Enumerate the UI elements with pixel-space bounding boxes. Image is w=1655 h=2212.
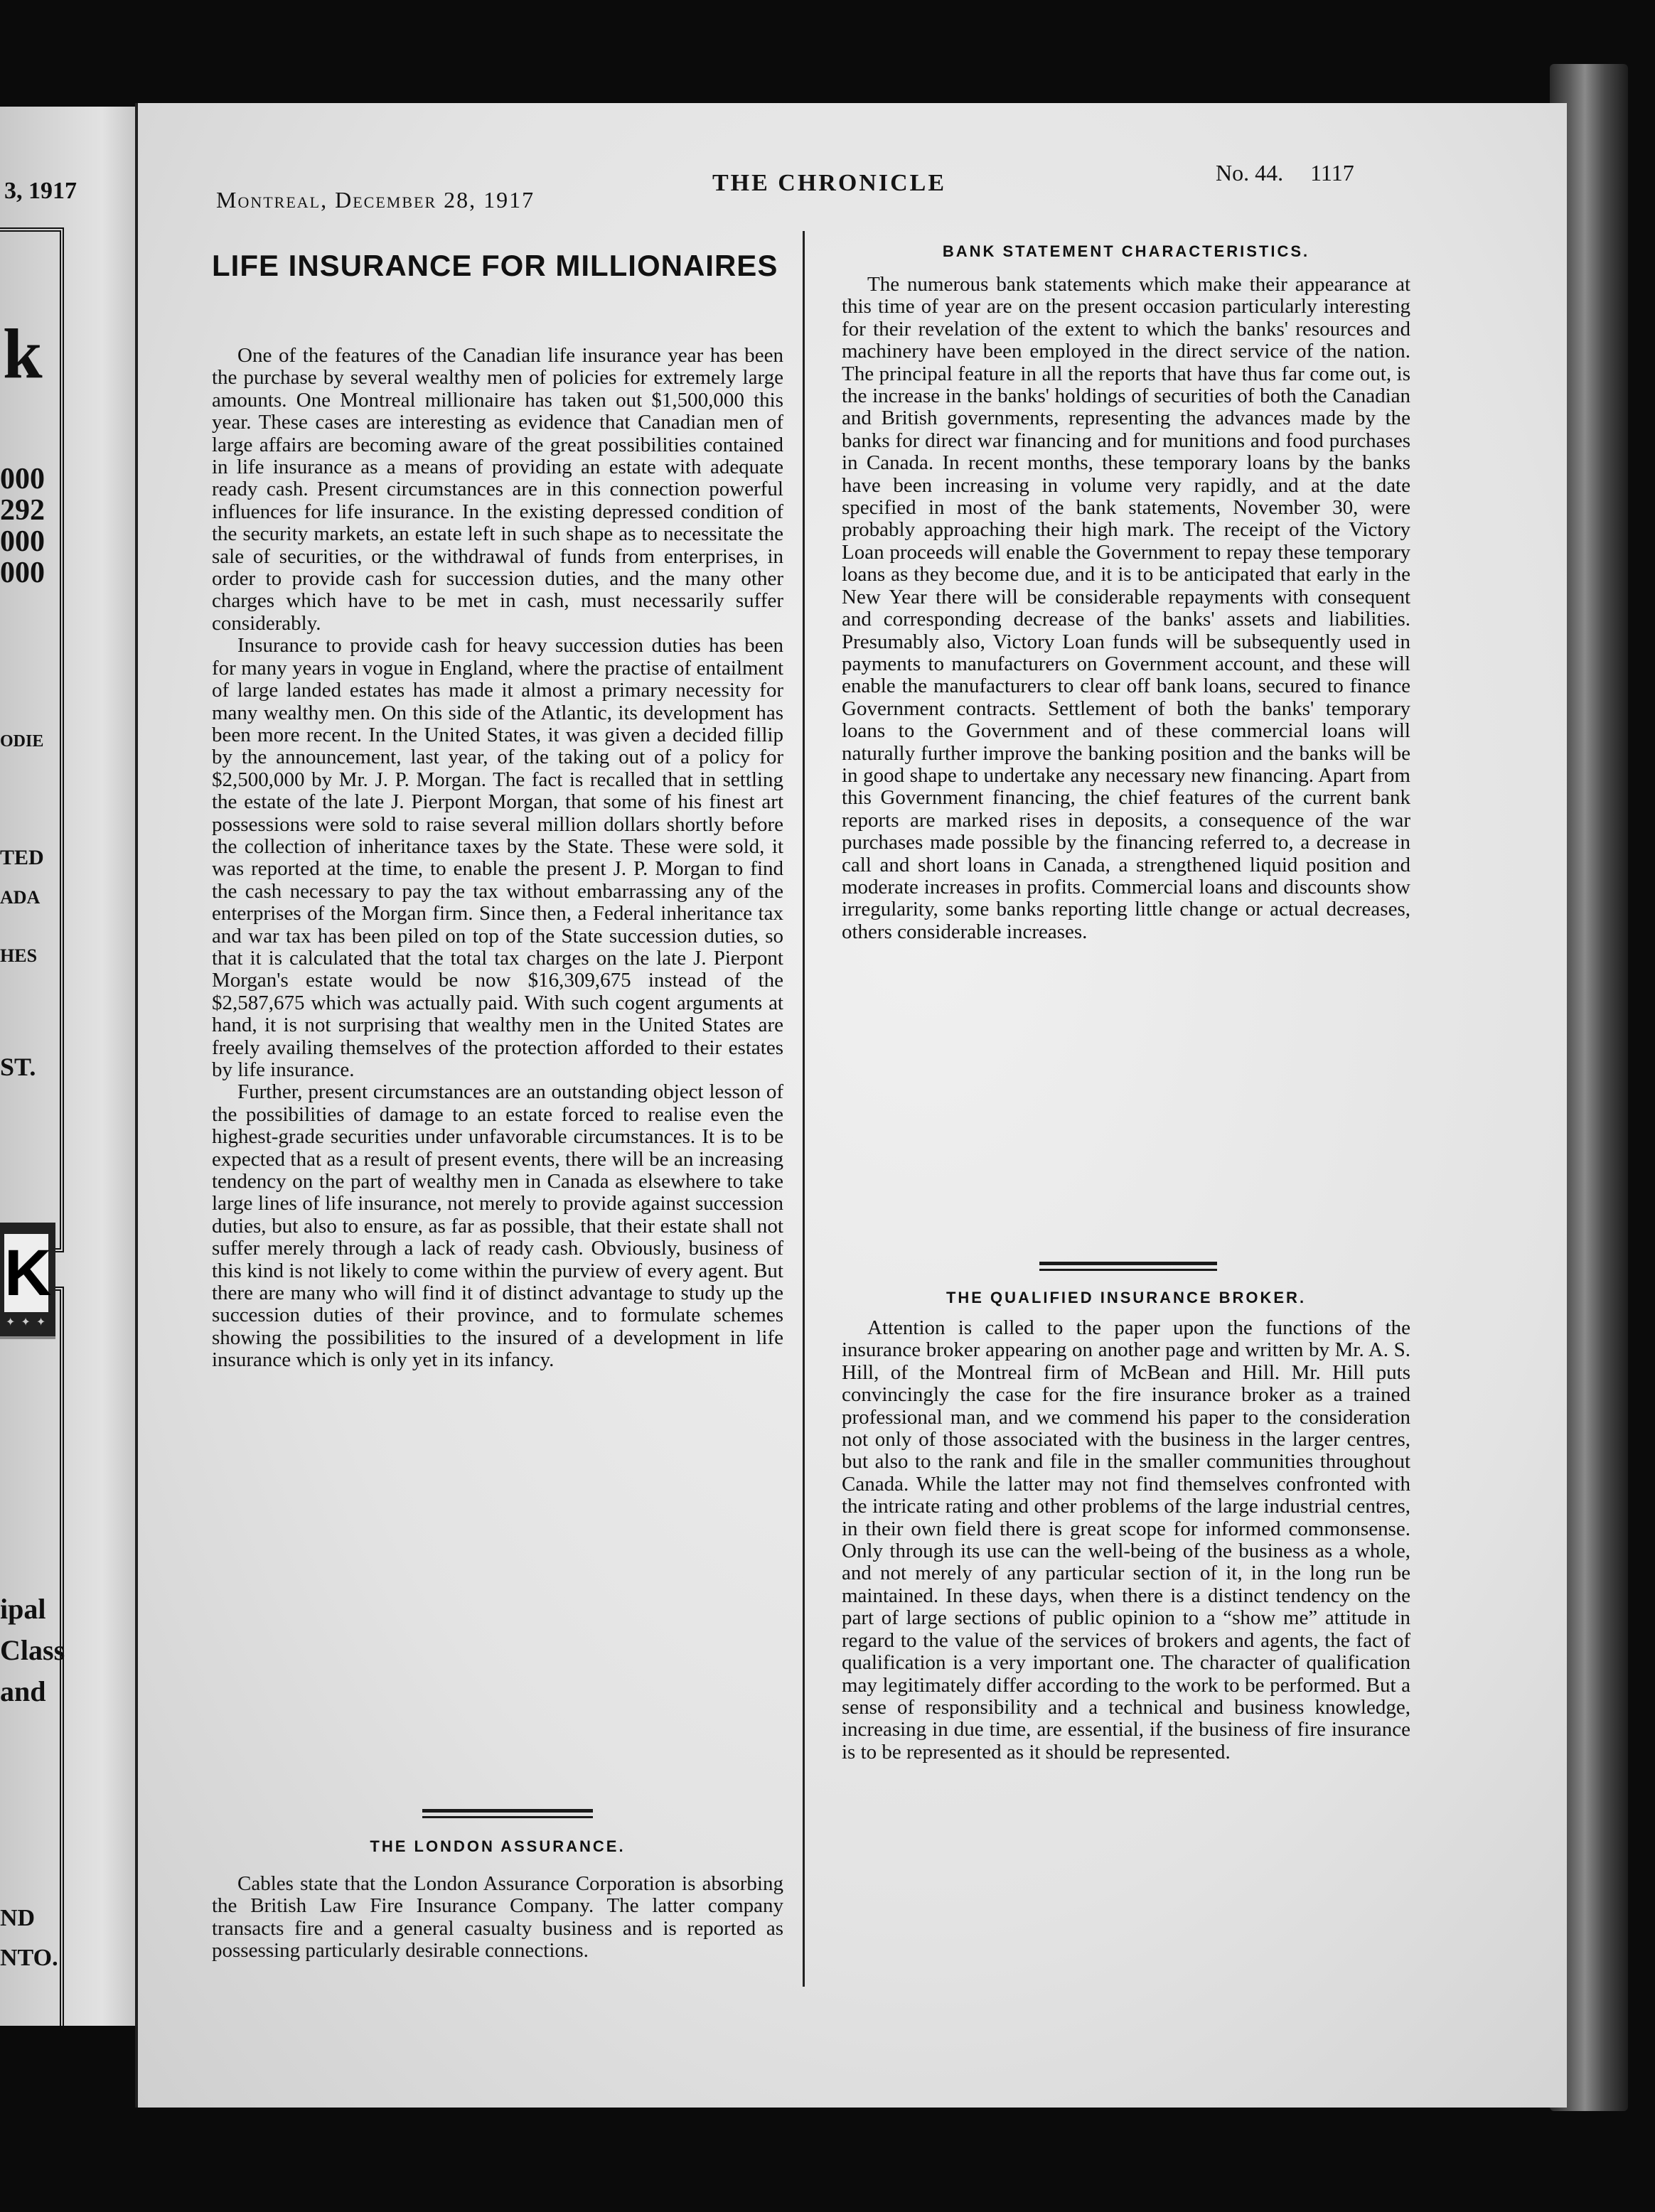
article-paragraph: Insurance to provide cash for heavy succession duties has been for many years in vogue in England, where the practise of entailment of large landed estates has made it almost a primary necessity for many wealthy men. On this side of the Atlantic, its development has been more recent. In the United States, it was given a decided fillip by the announcement, last year, of the taking out of a policy for $2,500,000 by Mr. J. P. Morgan. The fact is recalled that in settling the estate of the late J. Pierpont Morgan, that some of his finest art possessions were sold to raise several million dollars shortly before the collection of inheritance taxes by the State. These were sold, it was reported at the time, to enable the present J. P. Morgan to find the cash necessary to pay the tax without embarrassing any of the enterprises of the Morgan firm. Since then, a Federal inheritance tax and war tax has been piled on top of the State succession duties, so that it is calculated that the total tax charges on the late J. Pierpont Morgan's estate would be now $16,309,675 instead of the $2,587,675 which was actually paid. With such cogent arguments at hand, it is not surprising that wealthy men in the United States are freely availing themselves of the protection afforded to their estates by life insurance. (212, 634, 783, 1081)
newspaper-page (135, 103, 1567, 2108)
article-title-london-assurance: THE LONDON ASSURANCE. (370, 1837, 626, 1855)
column-right (842, 274, 1410, 943)
adjacent-fragment: ADA (0, 887, 41, 908)
article-title-bank-statement: BANK STATEMENT CHARACTERISTICS. (942, 242, 1310, 260)
column-right-bottom (842, 1317, 1410, 1763)
adjacent-fragment: 292 (0, 494, 45, 527)
adjacent-fragment: ipal (0, 1593, 46, 1625)
column-divider (803, 231, 805, 1987)
article-title-life-insurance: LIFE INSURANCE FOR MILLIONAIRES (212, 249, 778, 282)
adjacent-fragment: ST. (0, 1053, 36, 1081)
article-paragraph: The numerous bank statements which make their appearance at this time of year are on the present occasion particularly interesting for their revelation of the extent to which the banks' resources and machinery have been employed in the direct service of the nation. The principal feature in all the reports that have thus far come out, is the increase in the banks' holdings of securities of both the Canadian and British governments, representing the advances made by the banks for direct war financing and for munitions and food purchases in Canada. In recent months, these temporary loans by the banks have been increasing in volume very rapidly, and at the date specified in most of the bank statements, November 30, were probably approaching their high mark. The receipt of the Victory Loan proceeds will enable the Government to repay these temporary loans as they become due, and it is to be anticipated that early in the New Year there will be considerable repayments with consequent and corresponding decrease of the banks' assets and liabilities. Presumably also, Victory Loan funds will be subsequently used in payments to manufacturers on Government account, and these will enable the manufacturers to clear off bank loans, secured to finance Government contracts. Settlement of both the banks' temporary loans to the Government and of these commercial loans will naturally further improve the banking position and the banks will be in good shape to undertake any necessary new financing. Apart from this Government financing, the chief features of the current bank reports are marked rises in deposits, a consequence of the war purchases made possible by the financing referred to, a decrease in call and short loans in Canada, a strengthened liquid position and moderate increases in profits. Commercial loans and discounts show irregularity, some banks reporting little change or actual decreases, others considerable increases. (842, 273, 1410, 943)
adjacent-fragment: 000 (0, 557, 45, 589)
adjacent-fragment: ND (0, 1905, 36, 1931)
adjacent-fragment: TED (0, 846, 44, 869)
article-paragraph: Further, present circumstances are an outstanding object lesson of the possibilities of damage to an estate forced to realise even the highest-grade securities under unfavorable circumstances. It is to be expected that as a result of present events, there will be an increasing tendency on the part of wealthy men in Canada as elsewhere to take large lines of life insurance, not merely to provide against succession duties, but also to ensure, as far as possible, that their estate shall not suffer merely through a lack of ready cash. Obviously, business of this kind is not likely to come within the purview of every agent. But there are many who will find it of distinct advantage to study up the succession duties of their province, and to formulate schemes showing the possibilities to the insured of a development in life insurance which is only yet in its infancy. (212, 1080, 783, 1372)
adjacent-fragment: k (3, 314, 43, 393)
article-paragraph: Attention is called to the paper upon the functions of the insurance broker appearing on another page and written by Mr. A. S. Hill, of the Montreal firm of McBean and Hill. Mr. Hill puts convincingly the case for the fire insurance broker as a trained professional man, and we commend his paper to the consideration not only of those associated with the business in the larger centres, but also to the rank and file in the smaller communities throughout Canada. While the latter may not find themselves confronted with the intricate rating and other problems of the large industrial centres, in their own field there is great scope for informed commonsense. Only through its use can the well-being of the business as a whole, and not merely of any particular section of it, in the long run be maintained. In these days, when there is a distinct tendency on the part of large sections of public opinion to a “show me” attitude in regard to the value of the services of brokers and agents, the fact of qualification is a very important one. The character of qualification may legitimately differ according to the work to be performed. But a sense of responsibility and a technical and business knowledge, increasing in due time, are essential, if the business of fire insurance is to be represented as it should be represented. (842, 1316, 1410, 1763)
article-title-insurance-broker: THE QUALIFIED INSURANCE BROKER. (946, 1289, 1307, 1306)
column-left (212, 345, 783, 1372)
star-icon: ✦ ✦ ✦ (6, 1316, 48, 1328)
adjacent-logo-banner (0, 1223, 55, 1339)
adjacent-fragment: HES (0, 945, 38, 966)
adjacent-fragment: NTO. (0, 1945, 58, 1971)
adjacent-fragment: 000 (0, 525, 45, 558)
adjacent-fragment: Class (0, 1634, 65, 1666)
header-issue (1216, 160, 1354, 186)
article-paragraph: One of the features of the Canadian life insurance year has been the purchase by several wealthy men of policies for extremely large amounts. One Montreal millionaire has taken out $1,500,000 this year. These cases are interesting as evidence that Canadian men of large affairs are becoming aware of the great possibilities contained in life insurance as a means of providing an estate with adequate ready cash. Present circumstances are in this connection powerful influences for life insurance. In the existing depressed condition of the security markets, an estate left in such shape as to necessitate the sale of securities, or the withdrawal of funds from enterprises, in order to provide cash for succession duties, and the many other charges which have to be met in cash, must necessarily suffer considerably. (212, 344, 783, 635)
section-rule (422, 1809, 593, 1818)
section-rule (1039, 1262, 1217, 1271)
header-date: Montreal, December 28, 1917 (216, 187, 535, 213)
column-left-bottom (212, 1873, 783, 1963)
adjacent-fragment: 000 (0, 463, 45, 495)
issue-number: No. 44. (1216, 160, 1284, 186)
adjacent-page-date: 3, 1917 (4, 178, 77, 204)
masthead-title: THE CHRONICLE (712, 170, 946, 196)
adjacent-fragment: ODIE (0, 732, 44, 751)
adjacent-logo-letter: K (4, 1234, 48, 1312)
article-paragraph: Cables state that the London Assurance Corporation is absorbing the British Law Fire Insurance Company. The latter company transacts fire and a general casualty business and is reported as possessing particularly desirable connections. (212, 1872, 783, 1963)
page-number: 1117 (1310, 160, 1354, 186)
adjacent-fragment: and (0, 1675, 46, 1707)
